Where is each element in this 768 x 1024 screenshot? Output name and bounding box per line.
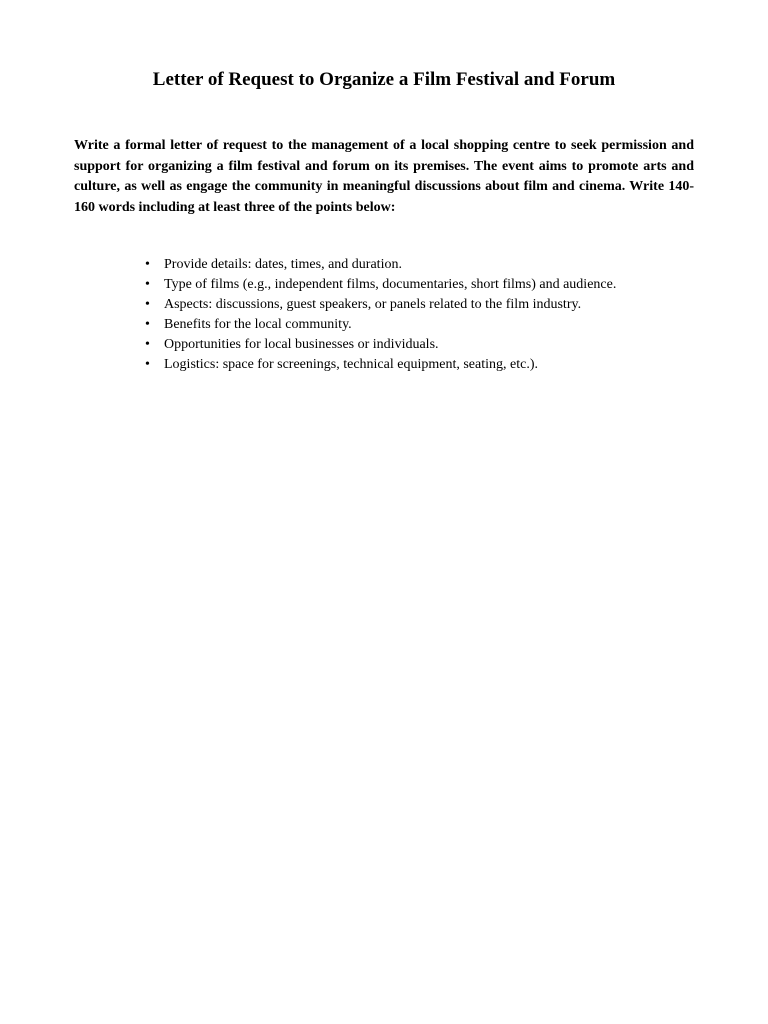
list-item [145, 275, 745, 295]
bullet-icon: • [145, 277, 150, 292]
list-item [145, 255, 745, 275]
page-title: Letter of Request to Organize a Film Festival and Forum [152, 69, 616, 90]
list-item [145, 335, 745, 355]
bullet-icon: • [145, 317, 150, 332]
bullet-icon: • [145, 257, 150, 272]
points-list [145, 255, 745, 375]
bullet-icon: • [145, 297, 150, 312]
point-text: Benefits for the local community. [164, 317, 352, 332]
bullet-icon: • [145, 337, 150, 352]
point-text: Type of films (e.g., independent films, documentaries, short films) and audience. [164, 277, 617, 292]
point-text: Opportunities for local businesses or individuals. [164, 337, 439, 352]
point-text: Aspects: discussions, guest speakers, or panels related to the film industry. [164, 297, 582, 312]
point-text: Provide details: dates, times, and duration. [164, 257, 402, 272]
list-item [145, 295, 745, 315]
task-prompt: Write a formal letter of request to the management of a local shopping centre to seek permission and support for organizing a film festival and forum on its premises. The event aims to promote arts and culture, as well as engage the community in meaningful discussions about film and cinema. Write 140-160 words including at least three of the points below: [74, 138, 694, 215]
list-item [145, 355, 745, 375]
list-item [145, 315, 745, 335]
point-text: Logistics: space for screenings, technical equipment, seating, etc.). [164, 357, 538, 372]
bullet-icon: • [145, 357, 150, 372]
